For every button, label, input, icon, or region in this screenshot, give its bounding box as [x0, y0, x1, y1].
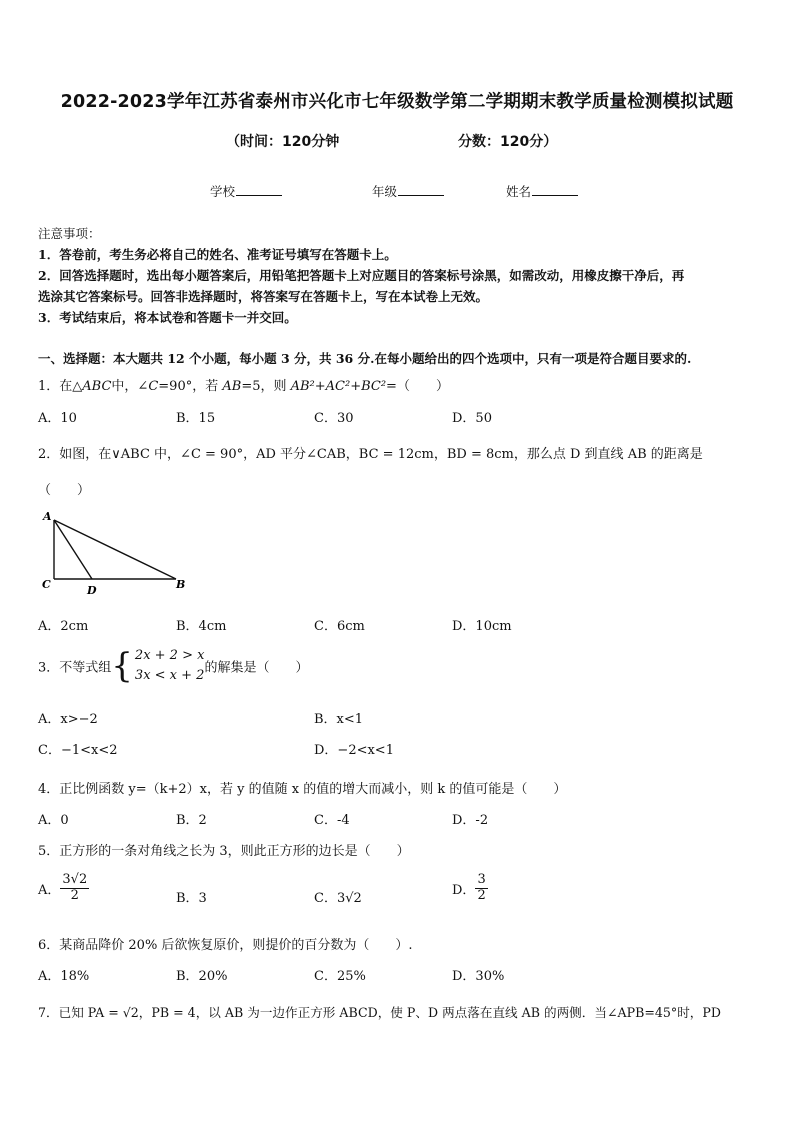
notice-item-1: 1．答卷前，考生务必将自己的姓名、准考证号填写在答题卡上。 — [38, 247, 397, 262]
question-4: 4．正比例函数 y=（k+2）x，若 y 的值随 x 的值的增大而减小，则 k 的值可能是（ ） — [38, 782, 567, 797]
question-2-line-2: （ ） — [38, 483, 91, 498]
q5-option-d-fraction — [475, 873, 487, 904]
notice-heading: 注意事项： — [38, 226, 101, 241]
section-heading: 一、选择题：本大题共 12 个小题，每小题 3 分，共 36 分.在每小题给出的四个选项中，只有一项是符合题目要求的. — [38, 351, 692, 366]
q6-option-c: C．25% — [314, 969, 366, 984]
name-label: 姓名 — [506, 184, 532, 199]
question-5: 5．正方形的一条对角线之长为 3，则此正方形的边长是（ ） — [38, 844, 410, 859]
q5-option-a-denominator: 2 — [70, 887, 79, 903]
exam-score: 分数：120分） — [458, 134, 558, 150]
q1-text-5: =（ ） — [386, 379, 449, 394]
q1-expression: AB²+AC²+BC² — [290, 379, 387, 394]
label-b: B — [176, 578, 186, 591]
q5-option-d — [452, 873, 488, 904]
exam-time: （时间：120分钟 — [226, 134, 340, 150]
q2-option-c: C．6cm — [314, 619, 365, 634]
question-7: 7．已知 PA = √2，PB = 4，以 AB 为一边作正方形 ABCD，使 P、D 两点落在直线 AB 的两侧．当∠APB=45°时，PD — [38, 1005, 721, 1020]
question-3 — [38, 646, 308, 686]
q1-option-a: A．10 — [38, 411, 77, 426]
q5-option-c-value: 3√2 — [336, 891, 362, 906]
q3-inequality-system — [135, 646, 205, 686]
question-2-line-1: 2．如图，在∨ABC 中，∠C = 90°，AD 平分∠CAB，BC = 12cm，BD = 8cm，那么点 D 到直线 AB 的距离是 — [38, 447, 703, 462]
q2-option-a: A．2cm — [38, 619, 89, 634]
q3-text-2: 的解集是（ ） — [204, 660, 309, 676]
q5-option-a-label: A． — [38, 882, 61, 898]
q1-text-2: 中，∠ — [111, 379, 149, 394]
label-c: C — [42, 578, 51, 591]
q2-option-b: B．4cm — [176, 619, 227, 634]
name-blank — [532, 183, 578, 196]
q1-text-1: 1．在△ — [38, 379, 83, 394]
q5-option-a-fraction — [60, 873, 89, 904]
q5-option-c-label: C． — [314, 891, 337, 906]
q4-option-d: D．-2 — [452, 813, 489, 828]
grade-blank — [398, 183, 444, 196]
q5-option-d-label: D． — [452, 882, 476, 898]
q3-option-d: D．−2<x<1 — [314, 743, 394, 758]
q3-option-a: A．x>−2 — [38, 712, 98, 727]
question-1 — [38, 375, 449, 394]
label-d: D — [87, 584, 97, 597]
label-a: A — [43, 510, 52, 523]
q6-option-b: B．20% — [176, 969, 228, 984]
q3-text-1: 3．不等式组 — [38, 660, 112, 676]
q3-inequality-1: 2x + 2 > x — [134, 648, 205, 663]
q6-option-a: A．18% — [38, 969, 90, 984]
q5-option-a-numerator: 3√2 — [62, 872, 88, 887]
school-blank — [236, 183, 282, 196]
q1-text-4: =5，则 — [241, 379, 291, 394]
q2-triangle-figure — [36, 506, 196, 601]
q1-angle: C — [148, 379, 159, 394]
school-label: 学校 — [210, 184, 236, 199]
question-6: 6．某商品降价 20% 后欲恢复原价，则提价的百分数为（ ）. — [38, 938, 413, 953]
notice-item-3: 3．考试结束后，将本试卷和答题卡一并交回。 — [38, 310, 297, 325]
q1-triangle: ABC — [82, 379, 112, 394]
notice-item-2a: 2．回答选择题时，选出每小题答案后，用铅笔把答题卡上对应题目的答案标号涂黑，如需改动，用橡皮擦干净后，再 — [38, 268, 685, 283]
q4-option-c: C．-4 — [314, 813, 350, 828]
q3-option-b: B．x<1 — [314, 712, 364, 727]
q2-option-d: D．10cm — [452, 619, 512, 634]
name-field — [506, 182, 578, 200]
q1-side: AB — [222, 379, 242, 394]
q4-option-b: B．2 — [176, 813, 207, 828]
q6-option-d: D．30% — [452, 969, 505, 984]
q1-option-d: D．50 — [452, 411, 492, 426]
notice-item-2b: 选涂其它答案标号。回答非选择题时，将答案写在答题卡上，写在本试卷上无效。 — [38, 289, 489, 304]
brace-icon: { — [111, 646, 133, 686]
grade-label: 年级 — [372, 184, 398, 199]
q5-option-a — [38, 873, 89, 904]
exam-title: 2022-2023学年江苏省泰州市兴化市七年级数学第二学期期末教学质量检测模拟试题 — [60, 92, 734, 112]
q5-option-d-denominator: 2 — [477, 887, 486, 903]
q1-option-b: B．15 — [176, 411, 216, 426]
q5-option-d-numerator: 3 — [477, 872, 486, 887]
school-field — [210, 182, 282, 200]
grade-field — [372, 182, 444, 200]
q4-option-a: A．0 — [38, 813, 69, 828]
q3-inequality-2: 3x < x + 2 — [134, 668, 205, 683]
q5-option-b: B．3 — [176, 891, 207, 906]
q1-option-c: C．30 — [314, 411, 354, 426]
q1-text-3: =90°，若 — [158, 379, 223, 394]
q3-option-c: C．−1<x<2 — [38, 743, 118, 758]
q5-option-c — [314, 887, 362, 906]
